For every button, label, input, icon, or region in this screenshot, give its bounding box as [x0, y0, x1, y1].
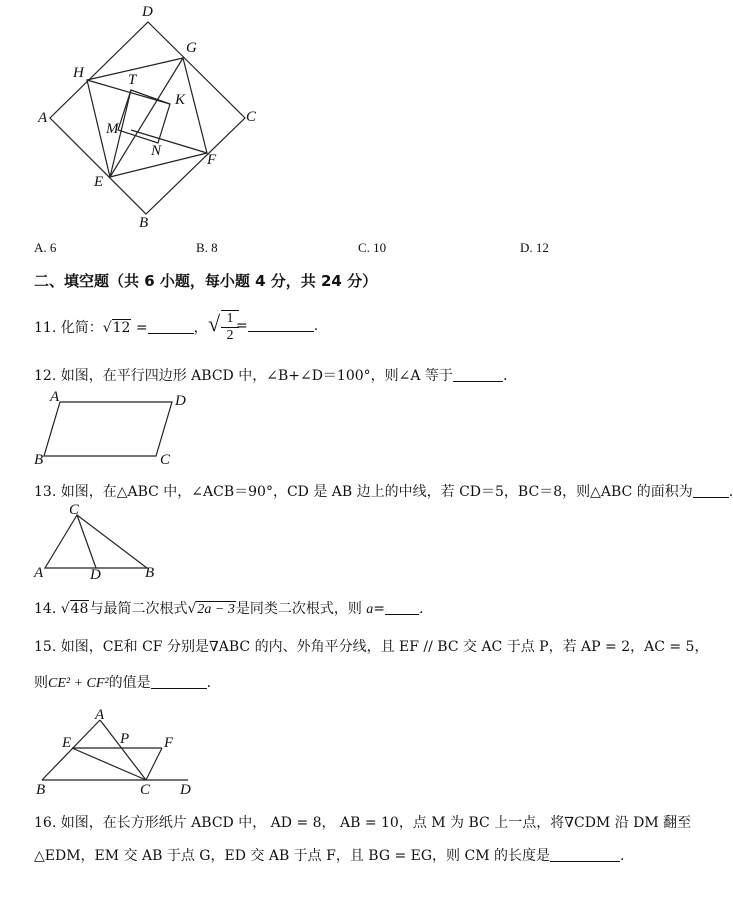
q16-blank [550, 847, 620, 862]
q13-end: . [728, 484, 733, 500]
question-16-line-1: 16. 如图，在长方形纸片 ABCD 中， AD = 8， AB = 10，点 M 为 BC 上一点，将∇CDM 沿 DM 翻至 [34, 815, 692, 831]
label-d: D [142, 4, 153, 20]
section-heading: 二、填空题（共 6 小题，每小题 4 分，共 24 分） [34, 272, 378, 290]
q14-prefix: 14. [34, 601, 57, 617]
q14-root-48: 48 [70, 601, 89, 617]
q15-suffix: 的值是 [108, 675, 151, 691]
label-a: A [34, 565, 44, 581]
q11-eq1: = [135, 320, 148, 336]
q15-prefix: 则 [34, 675, 48, 691]
label-f: F [207, 152, 217, 168]
q11-root-12: 12 [112, 320, 131, 336]
q14-root-expr: 2a − 3 [197, 602, 235, 617]
q14-suffix: 是同类二次根式，则 [235, 601, 362, 617]
label-b: B [34, 452, 44, 468]
option-d: D. 12 [520, 240, 549, 255]
line-a-c [100, 720, 146, 780]
question-15-line-1: 15. 如图，CE和 CF 分别是∇ABC 的内、外角平分线，且 EF // BC 交 AC 于点 P，若 AP = 2，AC = 5， [34, 639, 709, 655]
label-t: T [128, 72, 137, 88]
q11-prefix: 11. 化简： [34, 320, 103, 336]
q14-eq: = [373, 601, 386, 617]
label-g: G [186, 40, 197, 56]
line-c-f [146, 748, 162, 780]
label-d: D [180, 782, 191, 798]
q11-frac-num: 1 [226, 311, 234, 326]
q12-text: 12. 如图，在平行四边形 ABCD 中，∠B+∠D＝100°，则∠A 等于 [34, 368, 453, 384]
label-b: B [145, 565, 155, 581]
option-a: A. 6 [34, 240, 57, 255]
q12-end: . [502, 368, 508, 384]
q15-expr: CE² + CF² [48, 676, 109, 691]
q14-mid: 与最简二次根式 [89, 601, 188, 617]
label-b: B [139, 215, 149, 231]
option-c: C. 10 [358, 240, 387, 255]
label-m: M [106, 121, 119, 137]
label-c: C [160, 452, 171, 468]
label-c: C [140, 782, 151, 798]
label-n: N [151, 143, 162, 159]
line-c-e [72, 748, 146, 780]
label-c: C [246, 109, 257, 125]
question-14: 14. √48与最简二次根式√2a − 3是同类二次根式，则 a= . [34, 601, 424, 617]
label-d: D [175, 393, 186, 409]
label-e: E [62, 735, 72, 751]
label-d: D [90, 567, 101, 583]
question-16-line-2 [34, 845, 624, 865]
label-c: C [69, 502, 80, 518]
q14-var: a [366, 602, 374, 617]
q11-frac-den: 2 [221, 327, 239, 344]
q11-comma: ， [193, 320, 208, 336]
q14-end: . [419, 601, 424, 617]
label-a: A [38, 110, 48, 126]
label-e: E [94, 174, 104, 190]
label-a: A [95, 707, 105, 723]
label-k: K [175, 92, 186, 108]
q15-end: . [206, 675, 212, 691]
label-p: P [120, 731, 130, 747]
q13-text: 13. 如图，在△ABC 中，∠ACB＝90°，CD 是 AB 边上的中线，若 CD＝5，BC＝8，则△ABC 的面积为 [34, 484, 693, 500]
q16-line-2-text: △EDM，EM 交 AB 于点 G，ED 交 AB 于点 F，且 BG = EG，则 CM 的长度是 [34, 848, 551, 864]
q11-eq2: = [236, 318, 248, 334]
label-f: F [164, 735, 174, 751]
label-h: H [73, 65, 84, 81]
label-a: A [50, 389, 60, 405]
label-b: B [36, 782, 46, 798]
q11-end: . [313, 318, 319, 334]
option-b: B. 8 [196, 240, 218, 255]
question-11: 11. 化简：√12 = ， [34, 320, 208, 336]
q16-end: . [620, 848, 625, 864]
